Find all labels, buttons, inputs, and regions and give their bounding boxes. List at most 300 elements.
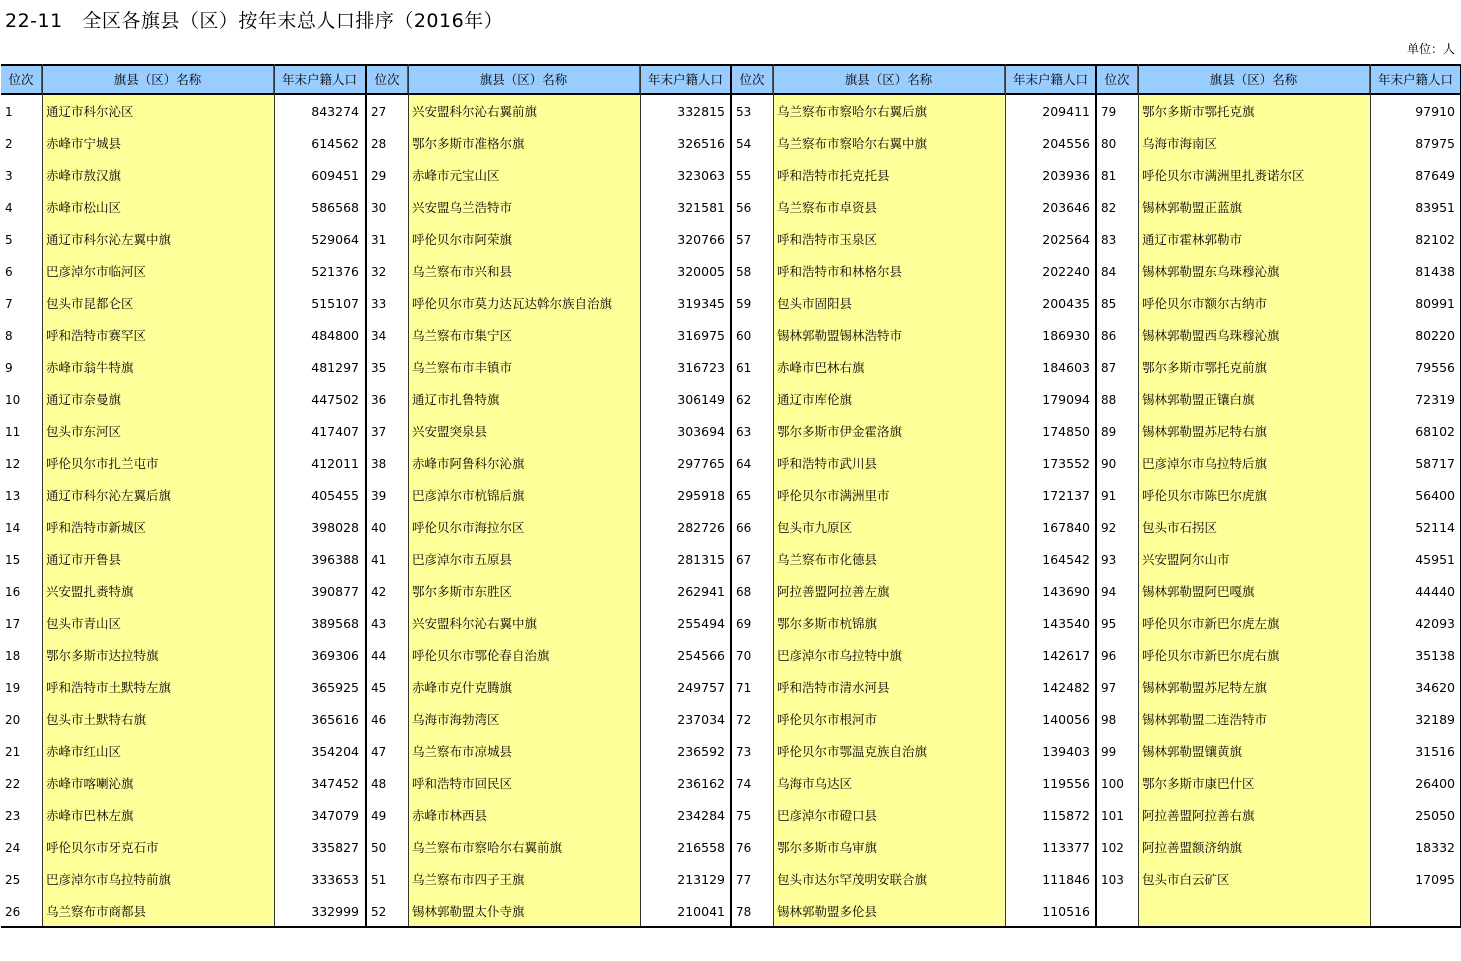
population-cell: 31516: [1415, 744, 1455, 759]
population-cell: 209411: [1042, 104, 1090, 119]
population-cell: 447502: [311, 392, 359, 407]
district-name-cell: 赤峰市巴林左旗: [46, 808, 134, 823]
district-name-cell: 呼伦贝尔市鄂伦春自治旗: [412, 648, 550, 663]
district-name-cell: 锡林郭勒盟苏尼特右旗: [1142, 424, 1268, 439]
population-cell: 113377: [1042, 840, 1090, 855]
table-row: [367, 864, 731, 896]
population-cell: 200435: [1042, 296, 1090, 311]
table-row: [1, 256, 365, 288]
table-row: [732, 640, 1096, 672]
table-row: [732, 224, 1096, 256]
district-name-cell: 乌兰察布市察哈尔右翼中旗: [777, 136, 928, 151]
table-row: [1, 160, 365, 192]
table-header: [732, 64, 1096, 95]
column-divider: [1005, 64, 1006, 926]
district-name-cell: 呼伦贝尔市根河市: [777, 712, 878, 727]
population-cell: 335827: [311, 840, 359, 855]
rank-cell: 58: [736, 265, 752, 279]
district-name-cell: 包头市石拐区: [1142, 520, 1218, 535]
district-name-cell: 巴彦淖尔市临河区: [46, 264, 147, 279]
population-cell: 319345: [677, 296, 725, 311]
population-cell: 332999: [311, 904, 359, 919]
table-row: [367, 512, 731, 544]
rank-cell: 77: [736, 873, 752, 887]
table-row: [1097, 256, 1461, 288]
rank-cell: 21: [5, 745, 21, 759]
district-name-cell: 阿拉善盟阿拉善右旗: [1142, 808, 1255, 823]
rank-cell: 45: [371, 681, 387, 695]
population-cell: 237034: [677, 712, 725, 727]
group-divider: [1095, 64, 1097, 928]
population-cell: 142482: [1042, 680, 1090, 695]
table-row: [1097, 352, 1461, 384]
population-cell: 140056: [1042, 712, 1090, 727]
population-cell: 412011: [311, 456, 359, 471]
population-cell: 236592: [677, 744, 725, 759]
population-cell: 398028: [311, 520, 359, 535]
rank-cell: 103: [1101, 873, 1124, 887]
district-name-cell: 巴彦淖尔市磴口县: [777, 808, 878, 823]
rank-cell: 69: [736, 617, 752, 631]
rank-cell: 99: [1101, 745, 1117, 759]
rank-cell: 97: [1101, 681, 1117, 695]
rank-cell: 43: [371, 617, 387, 631]
population-cell: 81438: [1415, 264, 1455, 279]
rank-cell: 61: [736, 361, 752, 375]
rank-cell: 78: [736, 905, 752, 919]
district-name-cell: 锡林郭勒盟苏尼特左旗: [1142, 680, 1268, 695]
district-name-cell: 巴彦淖尔市五原县: [412, 552, 513, 567]
rank-cell: 35: [371, 361, 387, 375]
population-cell: 213129: [677, 872, 725, 887]
population-cell: 68102: [1415, 424, 1455, 439]
district-name-cell: 呼和浩特市新城区: [46, 520, 147, 535]
district-name-cell: 乌海市海勃湾区: [412, 712, 500, 727]
table-row: [367, 480, 731, 512]
table-row: [732, 128, 1096, 160]
table-row: [367, 832, 731, 864]
population-cell: 167840: [1042, 520, 1090, 535]
rank-cell: 102: [1101, 841, 1124, 855]
population-cell: 42093: [1415, 616, 1455, 631]
rank-cell: 81: [1101, 169, 1117, 183]
district-name-cell: 赤峰市敖汉旗: [46, 168, 122, 183]
district-name-cell: 巴彦淖尔市乌拉特前旗: [46, 872, 172, 887]
table-row: [1097, 224, 1461, 256]
district-name-cell: 通辽市科尔沁区: [46, 104, 134, 119]
table-row: [732, 864, 1096, 896]
rank-cell: 50: [371, 841, 387, 855]
population-cell: 186930: [1042, 328, 1090, 343]
district-name-cell: 锡林郭勒盟东乌珠穆沁旗: [1142, 264, 1280, 279]
table-row: [732, 896, 1096, 928]
table-row: [1, 736, 365, 768]
table-row: [367, 128, 731, 160]
population-cell: 515107: [311, 296, 359, 311]
population-cell: 174850: [1042, 424, 1090, 439]
rank-cell: 79: [1101, 105, 1117, 119]
district-name-cell: 鄂尔多斯市达拉特旗: [46, 648, 159, 663]
table-header: [1097, 64, 1461, 95]
rank-cell: 6: [5, 265, 13, 279]
rank-cell: 26: [5, 905, 21, 919]
district-name-cell: 赤峰市宁城县: [46, 136, 122, 151]
table-row: [1, 704, 365, 736]
column-divider: [1370, 64, 1371, 926]
district-name-cell: 呼和浩特市清水河县: [777, 680, 890, 695]
district-name-cell: 赤峰市巴林右旗: [777, 360, 865, 375]
population-cell: 297765: [677, 456, 725, 471]
population-cell: 119556: [1042, 776, 1090, 791]
district-name-cell: 锡林郭勒盟太仆寺旗: [412, 904, 525, 919]
table-row: [732, 320, 1096, 352]
district-name-cell: 呼伦贝尔市陈巴尔虎旗: [1142, 488, 1268, 503]
population-cell: 202564: [1042, 232, 1090, 247]
district-name-cell: 锡林郭勒盟二连浩特市: [1142, 712, 1268, 727]
district-name-cell: 通辽市扎鲁特旗: [412, 392, 500, 407]
column-divider: [274, 64, 275, 926]
population-cell: 316975: [677, 328, 725, 343]
table-row: [1097, 384, 1461, 416]
rank-cell: 88: [1101, 393, 1117, 407]
rank-cell: 28: [371, 137, 387, 151]
district-name-cell: 呼伦贝尔市莫力达瓦达斡尔族自治旗: [412, 296, 613, 311]
rank-cell: 31: [371, 233, 387, 247]
header-name: 旗县（区）名称: [1138, 66, 1370, 93]
rank-cell: 54: [736, 137, 752, 151]
population-cell: 369306: [311, 648, 359, 663]
table-row: [367, 736, 731, 768]
table-row: [1097, 864, 1461, 896]
table-row: [1097, 96, 1461, 128]
rank-cell: 60: [736, 329, 752, 343]
district-name-cell: 呼伦贝尔市新巴尔虎右旗: [1142, 648, 1280, 663]
column-divider: [1138, 64, 1139, 926]
rank-cell: 12: [5, 457, 21, 471]
population-cell: 282726: [677, 520, 725, 535]
population-cell: 80991: [1415, 296, 1455, 311]
population-cell: 172137: [1042, 488, 1090, 503]
population-cell: 143690: [1042, 584, 1090, 599]
population-cell: 481297: [311, 360, 359, 375]
rank-cell: 90: [1101, 457, 1117, 471]
rank-cell: 85: [1101, 297, 1117, 311]
table-row: [1, 544, 365, 576]
rank-cell: 63: [736, 425, 752, 439]
table-row: [1097, 640, 1461, 672]
table-row: [1097, 608, 1461, 640]
unit-label: 单位：人: [1406, 42, 1455, 56]
population-cell: 396388: [311, 552, 359, 567]
district-name-cell: 鄂尔多斯市鄂托克旗: [1142, 104, 1255, 119]
table-row: [1097, 672, 1461, 704]
population-cell: 111846: [1042, 872, 1090, 887]
population-cell: 179094: [1042, 392, 1090, 407]
population-cell: 236162: [677, 776, 725, 791]
rank-cell: 37: [371, 425, 387, 439]
rank-cell: 96: [1101, 649, 1117, 663]
district-name-cell: 锡林郭勒盟西乌珠穆沁旗: [1142, 328, 1280, 343]
rank-cell: 36: [371, 393, 387, 407]
header-pop: 年末户籍人口: [1377, 72, 1453, 87]
table-row: [1, 192, 365, 224]
district-name-cell: 乌兰察布市商都县: [46, 904, 147, 919]
district-name-cell: 鄂尔多斯市乌审旗: [777, 840, 878, 855]
district-name-cell: 呼伦贝尔市满洲里扎赉诺尔区: [1142, 168, 1305, 183]
table-row: [367, 192, 731, 224]
population-cell: 184603: [1042, 360, 1090, 375]
rank-cell: 34: [371, 329, 387, 343]
population-cell: 35138: [1415, 648, 1455, 663]
rank-cell: 32: [371, 265, 387, 279]
population-cell: 80220: [1415, 328, 1455, 343]
population-cell: 203936: [1042, 168, 1090, 183]
population-cell: 316723: [677, 360, 725, 375]
population-cell: 234284: [677, 808, 725, 823]
population-cell: 249757: [677, 680, 725, 695]
district-name-cell: 乌兰察布市丰镇市: [412, 360, 513, 375]
population-cell: 173552: [1042, 456, 1090, 471]
district-name-cell: 兴安盟科尔沁右翼中旗: [412, 616, 538, 631]
population-cell: 202240: [1042, 264, 1090, 279]
rank-cell: 72: [736, 713, 752, 727]
table-row: [732, 352, 1096, 384]
district-name-cell: 锡林郭勒盟正蓝旗: [1142, 200, 1243, 215]
rank-cell: 92: [1101, 521, 1117, 535]
district-name-cell: 呼伦贝尔市牙克石市: [46, 840, 159, 855]
table-row: [367, 416, 731, 448]
rank-cell: 52: [371, 905, 387, 919]
district-name-cell: 呼和浩特市玉泉区: [777, 232, 878, 247]
population-cell: 326516: [677, 136, 725, 151]
header-name: 旗县（区）名称: [408, 66, 640, 93]
district-name-cell: 通辽市科尔沁左翼后旗: [46, 488, 172, 503]
table-row: [1, 576, 365, 608]
table-row: [1, 352, 365, 384]
table-row: [732, 416, 1096, 448]
population-cell: 143540: [1042, 616, 1090, 631]
rank-cell: 73: [736, 745, 752, 759]
population-cell: 320766: [677, 232, 725, 247]
table-row: [732, 576, 1096, 608]
table-row: [1097, 800, 1461, 832]
table-row: [732, 160, 1096, 192]
table-row: [1097, 192, 1461, 224]
population-cell: 115872: [1042, 808, 1090, 823]
population-cell: 609451: [311, 168, 359, 183]
table-row: [732, 512, 1096, 544]
population-cell: 321581: [677, 200, 725, 215]
district-name-cell: 包头市固阳县: [777, 296, 853, 311]
population-cell: 17095: [1415, 872, 1455, 887]
rank-cell: 23: [5, 809, 21, 823]
rank-cell: 46: [371, 713, 387, 727]
district-name-cell: 兴安盟扎赉特旗: [46, 584, 134, 599]
district-name-cell: 乌海市海南区: [1142, 136, 1218, 151]
page-title: 22-11 全区各旗县（区）按年末总人口排序（2016年）: [5, 10, 504, 32]
district-name-cell: 乌兰察布市察哈尔右翼后旗: [777, 104, 928, 119]
table-row: [732, 832, 1096, 864]
rank-cell: 41: [371, 553, 387, 567]
district-name-cell: 包头市土默特右旗: [46, 712, 147, 727]
rank-cell: 82: [1101, 201, 1117, 215]
table-row: [367, 96, 731, 128]
population-cell: 142617: [1042, 648, 1090, 663]
rank-cell: 27: [371, 105, 387, 119]
population-cell: 306149: [677, 392, 725, 407]
population-cell: 389568: [311, 616, 359, 631]
population-cell: 216558: [677, 840, 725, 855]
rank-cell: 86: [1101, 329, 1117, 343]
district-name-cell: 呼伦贝尔市满洲里市: [777, 488, 890, 503]
district-name-cell: 兴安盟突泉县: [412, 424, 488, 439]
table-row: [732, 192, 1096, 224]
table-row: [367, 704, 731, 736]
table-row: [367, 576, 731, 608]
district-name-cell: 赤峰市喀喇沁旗: [46, 776, 134, 791]
table-row: [732, 672, 1096, 704]
table-row: [1, 640, 365, 672]
population-cell: 347079: [311, 808, 359, 823]
population-cell: 32189: [1415, 712, 1455, 727]
rank-cell: 93: [1101, 553, 1117, 567]
table-row: [1, 608, 365, 640]
district-name-cell: 包头市东河区: [46, 424, 122, 439]
population-cell: 417407: [311, 424, 359, 439]
table-row: [1097, 576, 1461, 608]
population-cell: 586568: [311, 200, 359, 215]
district-name-cell: 呼和浩特市土默特左旗: [46, 680, 172, 695]
table-row: [367, 768, 731, 800]
table-row: [367, 352, 731, 384]
rank-cell: 51: [371, 873, 387, 887]
district-name-cell: 阿拉善盟额济纳旗: [1142, 840, 1243, 855]
population-cell: 72319: [1415, 392, 1455, 407]
group-divider: [730, 64, 732, 928]
population-cell: 203646: [1042, 200, 1090, 215]
header-rank: 位次: [732, 66, 773, 93]
table-row: [1, 480, 365, 512]
rank-cell: 8: [5, 329, 13, 343]
rank-cell: 17: [5, 617, 21, 631]
table-row: [367, 384, 731, 416]
rank-cell: 10: [5, 393, 21, 407]
district-name-cell: 鄂尔多斯市伊金霍洛旗: [777, 424, 903, 439]
district-name-cell: 乌兰察布市化德县: [777, 552, 878, 567]
district-name-cell: 通辽市库伦旗: [777, 392, 853, 407]
rank-cell: 38: [371, 457, 387, 471]
population-cell: 365925: [311, 680, 359, 695]
population-cell: 332815: [677, 104, 725, 119]
table-row: [1097, 288, 1461, 320]
rank-cell: 1: [5, 105, 13, 119]
district-name-cell: 包头市青山区: [46, 616, 122, 631]
district-name-cell: 呼和浩特市和林格尔县: [777, 264, 903, 279]
district-name-cell: 锡林郭勒盟锡林浩特市: [777, 328, 903, 343]
district-name-cell: 包头市九原区: [777, 520, 853, 535]
rank-cell: 5: [5, 233, 13, 247]
district-name-cell: 锡林郭勒盟镶黄旗: [1142, 744, 1243, 759]
district-name-cell: 包头市达尔罕茂明安联合旗: [777, 872, 928, 887]
district-name-cell: 锡林郭勒盟多伦县: [777, 904, 878, 919]
table-header: [367, 64, 731, 95]
population-cell: 843274: [311, 104, 359, 119]
rank-cell: 40: [371, 521, 387, 535]
table-row: [1, 512, 365, 544]
rank-cell: 83: [1101, 233, 1117, 247]
population-cell: 320005: [677, 264, 725, 279]
table-row: [1, 672, 365, 704]
table-row: [1, 768, 365, 800]
population-cell: 323063: [677, 168, 725, 183]
table-header: [1, 64, 365, 95]
district-name-cell: 赤峰市阿鲁科尔沁旗: [412, 456, 525, 471]
rank-cell: 94: [1101, 585, 1117, 599]
district-name-cell: 鄂尔多斯市康巴什区: [1142, 776, 1255, 791]
rank-cell: 65: [736, 489, 752, 503]
table-row: [1097, 320, 1461, 352]
district-name-cell: 乌兰察布市四子王旗: [412, 872, 525, 887]
table-row: [1, 128, 365, 160]
table-row: [1097, 480, 1461, 512]
population-cell: 255494: [677, 616, 725, 631]
table-row: [732, 544, 1096, 576]
district-name-cell: 乌兰察布市兴和县: [412, 264, 513, 279]
rank-cell: 98: [1101, 713, 1117, 727]
table-row: [732, 480, 1096, 512]
table-row: [732, 256, 1096, 288]
population-cell: 614562: [311, 136, 359, 151]
table-row: [732, 448, 1096, 480]
table-row: [1, 96, 365, 128]
rank-cell: 71: [736, 681, 752, 695]
district-name-cell: 呼伦贝尔市阿荣旗: [412, 232, 513, 247]
table-row: [1, 320, 365, 352]
rank-cell: 67: [736, 553, 752, 567]
population-cell: 405455: [311, 488, 359, 503]
table-row: [1097, 416, 1461, 448]
district-name-cell: 乌兰察布市集宁区: [412, 328, 513, 343]
district-name-cell: 呼和浩特市武川县: [777, 456, 878, 471]
population-cell: 204556: [1042, 136, 1090, 151]
district-name-cell: 鄂尔多斯市杭锦旗: [777, 616, 878, 631]
population-cell: 25050: [1415, 808, 1455, 823]
rank-cell: 95: [1101, 617, 1117, 631]
header-name: 旗县（区）名称: [773, 66, 1005, 93]
rank-cell: 4: [5, 201, 13, 215]
table-row: [1097, 832, 1461, 864]
table-row: [367, 288, 731, 320]
table-row: [367, 320, 731, 352]
table-row: [367, 544, 731, 576]
population-cell: 139403: [1042, 744, 1090, 759]
rank-cell: 76: [736, 841, 752, 855]
district-name-cell: 鄂尔多斯市东胜区: [412, 584, 513, 599]
district-name-cell: 锡林郭勒盟正镶白旗: [1142, 392, 1255, 407]
population-cell: 303694: [677, 424, 725, 439]
population-cell: 365616: [311, 712, 359, 727]
table-row: [367, 640, 731, 672]
district-name-cell: 赤峰市松山区: [46, 200, 122, 215]
population-cell: 58717: [1415, 456, 1455, 471]
district-name-cell: 呼伦贝尔市扎兰屯市: [46, 456, 159, 471]
table-row: [1, 416, 365, 448]
table-row: [732, 608, 1096, 640]
district-name-cell: 通辽市开鲁县: [46, 552, 122, 567]
table-row: [1097, 768, 1461, 800]
rank-cell: 39: [371, 489, 387, 503]
population-cell: 295918: [677, 488, 725, 503]
